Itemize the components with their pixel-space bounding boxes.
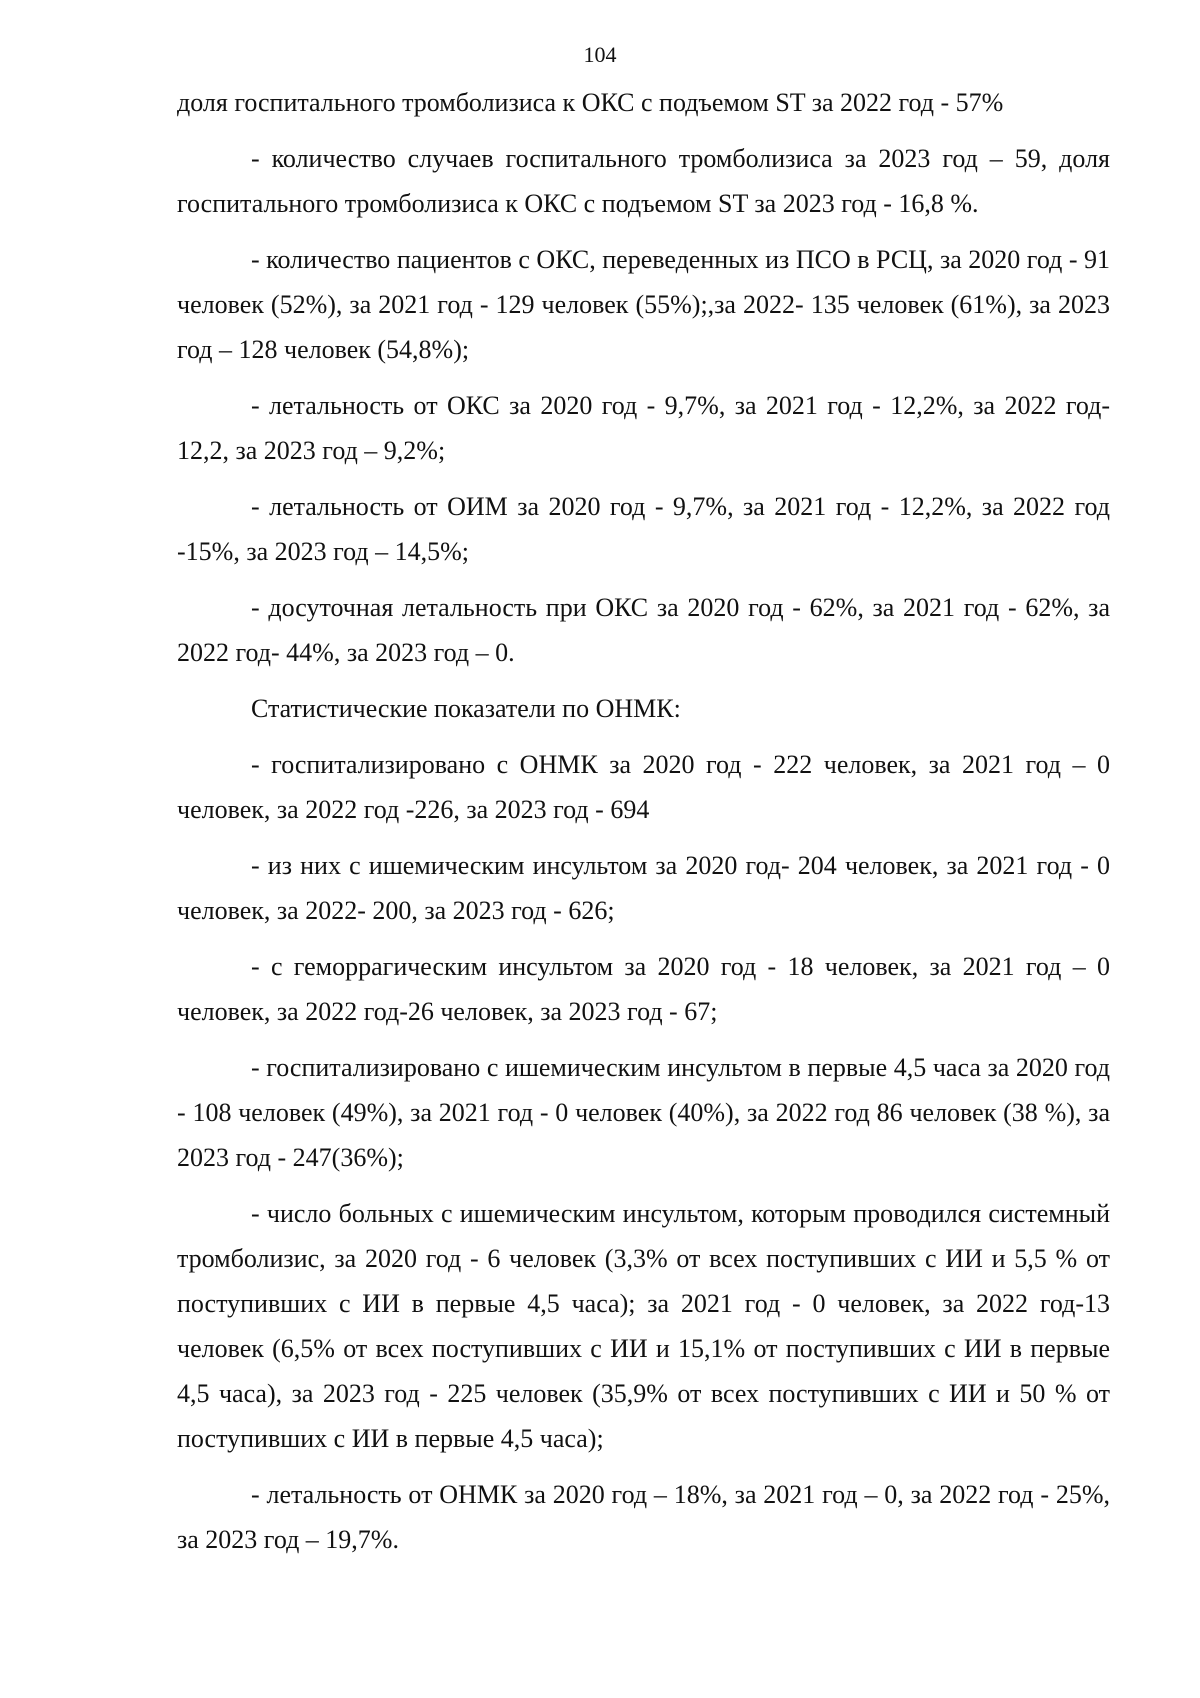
paragraph-onmk-mortality: - летальность от ОНМК за 2020 год – 18%, за 2021 год – 0, за 2022 год - 25%, за 2023 год – 19,7%.: [177, 1480, 1110, 1554]
page-number: 104: [583, 42, 617, 67]
document-body: [177, 80, 1110, 1573]
section-heading-onmk: Статистические показатели по ОНМК:: [251, 694, 681, 723]
paragraph-thrombolysis-share-2022: доля госпитального тромболизиса к ОКС с подъемом ST за 2022 год - 57%: [177, 88, 1004, 117]
paragraph-transfers-pso-rsc: - количество пациентов с ОКС, переведенных из ПСО в РСЦ, за 2020 год - 91 человек (52%), за 2021 год - 129 человек (55%);,за 2022- 135 человек (61%), за 2023 год – 128 человек (54,8%);: [177, 245, 1110, 364]
paragraph-hemorrhagic-stroke: - с геморрагическим инсультом за 2020 год - 18 человек, за 2021 год – 0 человек, за 2022 год-26 человек, за 2023 год - 67;: [177, 952, 1110, 1026]
paragraph-ischemic-stroke: - из них с ишемическим инсультом за 2020 год- 204 человек, за 2021 год - 0 человек, за 2022- 200, за 2023 год - 626;: [177, 851, 1110, 925]
paragraph-thrombolysis-2023: - количество случаев госпитального тромболизиса за 2023 год – 59, доля госпитального тромболизиса к ОКС с подъемом ST за 2023 год - 16,8 %.: [177, 144, 1110, 218]
paragraph-early-mortality: - досуточная летальность при ОКС за 2020 год - 62%, за 2021 год - 62%, за 2022 год- 44%, за 2023 год – 0.: [177, 593, 1110, 667]
paragraph-systemic-thrombolysis: - число больных с ишемическим инсультом, которым проводился системный тромболизис, за 2020 год - 6 человек (3,3% от всех поступивших с ИИ и 5,5 % от поступивших с ИИ в первые 4,5 часа); за 2021 год - 0 человек, за 2022 год-13 человек (6,5% от всех поступивших с ИИ и 15,1% от поступивших с ИИ в первые 4,5 часа), за 2023 год - 225 человек (35,9% от всех поступивших с ИИ и 50 % от поступивших с ИИ в первые 4,5 часа);: [177, 1199, 1110, 1453]
paragraph-oks-mortality: - летальность от ОКС за 2020 год - 9,7%, за 2021 год - 12,2%, за 2022 год- 12,2, за 2023 год – 9,2%;: [177, 391, 1110, 465]
paragraph-onmk-hospitalized: - госпитализировано с ОНМК за 2020 год - 222 человек, за 2021 год – 0 человек, за 2022 год -226, за 2023 год - 694: [177, 750, 1110, 824]
paragraph-first-4-5-hours: - госпитализировано с ишемическим инсультом в первые 4,5 часа за 2020 год - 108 человек (49%), за 2021 год - 0 человек (40%), за 2022 год 86 человек (38 %), за 2023 год - 247(36%);: [177, 1053, 1110, 1172]
paragraph-oim-mortality: - летальность от ОИМ за 2020 год - 9,7%, за 2021 год - 12,2%, за 2022 год -15%, за 2023 год – 14,5%;: [177, 492, 1110, 566]
